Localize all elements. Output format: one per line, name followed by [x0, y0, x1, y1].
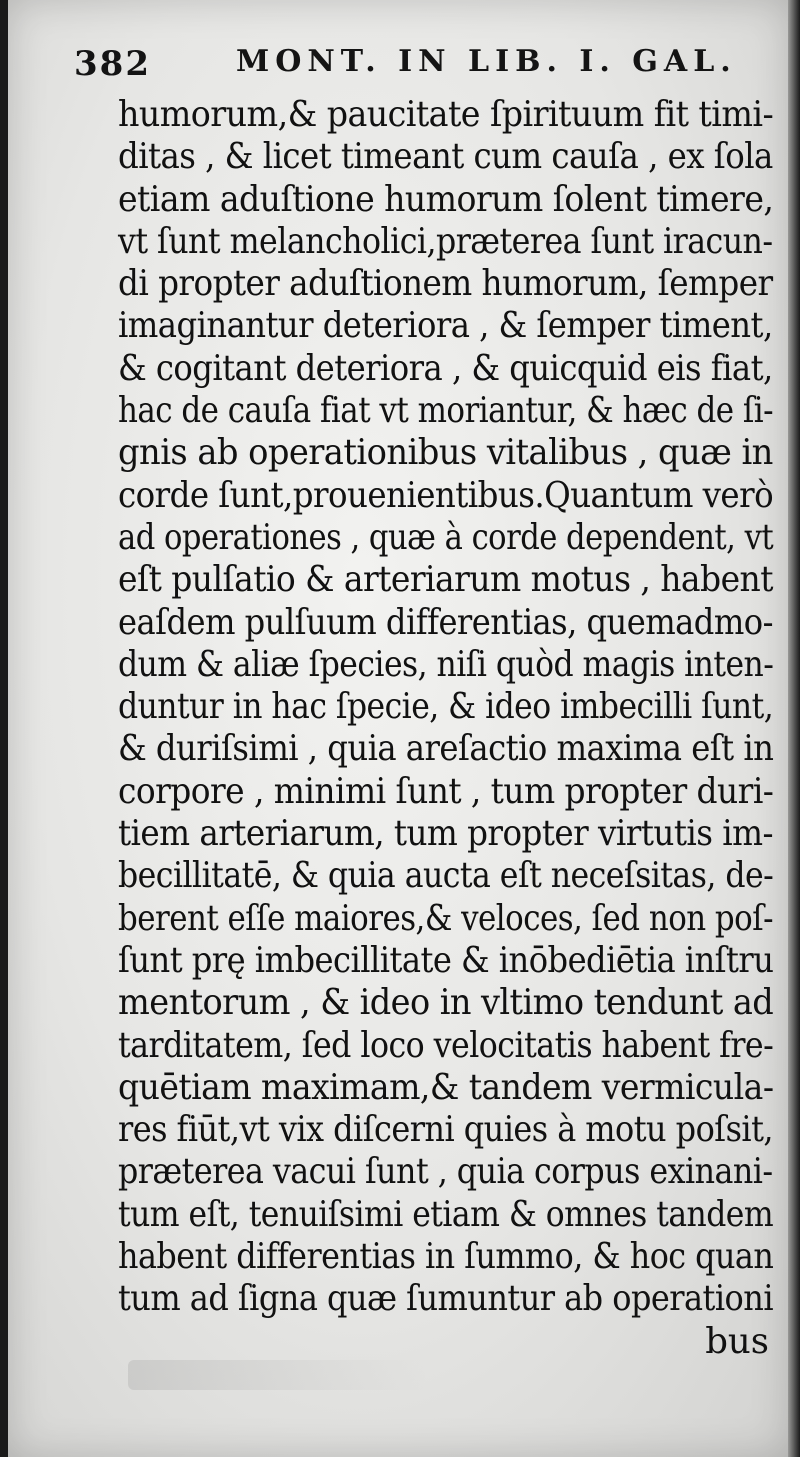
catchword: bus [705, 1320, 769, 1362]
body-text [118, 94, 773, 1363]
text-line: gnis ab operationibus vitalibus , quæ in [118, 432, 773, 474]
text-line: hac de cauſa fiat vt moriantur, & hæc de ſi- [118, 390, 774, 432]
show-through-smudge [128, 1360, 428, 1390]
text-line: corpore , minimi ſunt , tum propter duri- [118, 770, 774, 812]
text-line: tum ad ſigna quæ ſumuntur ab operationi [118, 1278, 774, 1320]
text-line: ad operationes , quæ à corde dependent, vt [118, 516, 774, 558]
page-number: 382 [74, 44, 151, 84]
text-line: etiam aduſtione humorum ſolent timere, [118, 178, 774, 220]
page-edge-shadow [788, 0, 800, 1457]
text-line: quētiam maximam,& tandem vermicula- [118, 1066, 774, 1108]
text-line: berent eſſe maiores,& veloces, ſed non poſ- [118, 897, 774, 939]
text-line: præterea vacui ſunt , quia corpus exinani- [118, 1151, 773, 1193]
text-line: duntur in hac ſpecie, & ideo imbecilli ſunt, [118, 686, 774, 728]
text-line: imaginantur deteriora , & ſemper timent, [118, 305, 773, 347]
text-line: & duriſsimi , quia areſactio maxima eſt in [118, 728, 774, 770]
running-head [74, 44, 737, 92]
text-line: tum eſt, tenuiſsimi etiam & omnes tandem [118, 1193, 774, 1235]
text-line: tiem arteriarum, tum propter virtutis im- [118, 813, 773, 855]
text-line: & cogitant deteriora , & quicquid eis fiat, [118, 347, 773, 389]
running-title: MONT. IN LIB. I. GAL. [236, 44, 737, 79]
text-line: habent differentias in ſummo, & hoc quan [118, 1236, 774, 1278]
text-line: eaſdem pulſuum differentias, quemadmo- [118, 601, 773, 643]
text-line: becillitatē, & quia aucta eſt neceſsitas, de- [118, 855, 774, 897]
text-line: di propter aduſtionem humorum, ſemper [118, 263, 773, 305]
text-line: eſt pulſatio & arteriarum motus , habent [118, 559, 773, 601]
text-line: dum & aliæ ſpecies, niſi quòd magis inten- [118, 643, 774, 685]
text-line: ditas , & licet timeant cum cauſa , ex ſola [118, 136, 773, 178]
page-sheet [8, 0, 790, 1457]
text-line: corde ſunt,prouenientibus.Quantum verò [118, 474, 774, 516]
text-line: ſunt prę imbecillitate & inōbediētia inſtru [118, 939, 774, 981]
text-line: vt ſunt melancholici,prætereа ſunt iracun- [118, 220, 773, 262]
text-line: humorum,& paucitate ſpirituum fit timi- [118, 94, 774, 135]
text-line: res fiūt,vt vix diſcerni quies à motu poſsit, [118, 1109, 773, 1151]
text-line: tarditatem, ſed loco velocitatis habent fre- [118, 1024, 774, 1066]
text-line: mentorum , & ideo in vltimo tendunt ad [118, 982, 774, 1024]
